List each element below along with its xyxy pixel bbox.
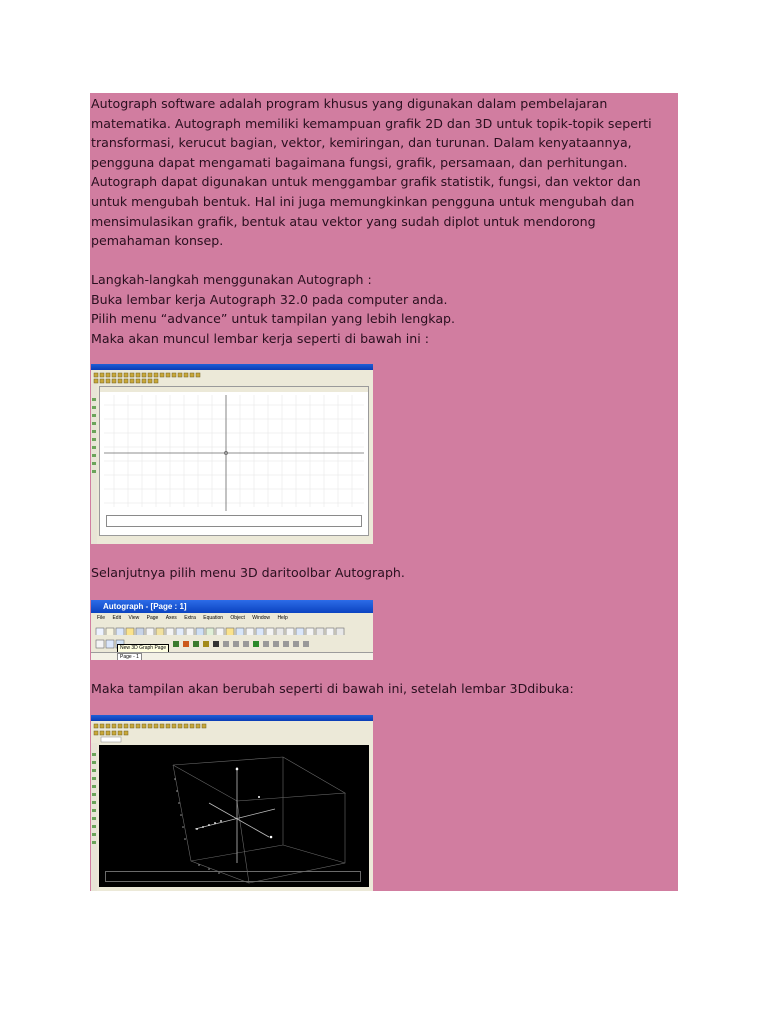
document-panel	[90, 93, 678, 891]
side-icons	[91, 384, 97, 504]
intro-line: mensimulasikan grafik, bentuk atau vektor yang sudah diplot untuk mendorong	[91, 213, 596, 229]
intro-line: pengguna dapat mengamati bagaimana fungsi, grafik, persamaan, dan perhitungan.	[91, 154, 628, 170]
toolbar-row-1	[91, 623, 373, 635]
intro-line: pemahaman konsep.	[91, 233, 224, 249]
cartesian-grid	[100, 387, 368, 535]
page-tab[interactable]: Page - 1	[117, 653, 142, 660]
intro-line: untuk mengubah bentuk. Hal ini juga memungkinkan pengguna untuk mengubah dan	[91, 193, 635, 209]
graph-page-3d[interactable]	[99, 745, 369, 887]
steps-heading: Langkah-langkah menggunakan Autograph :	[91, 272, 372, 287]
menu-object[interactable]: Object	[230, 615, 245, 621]
toolbar-icons	[91, 721, 373, 743]
step-2: Pilih menu “advance” untuk tampilan yang lebih lengkap.	[91, 311, 456, 327]
toolbar-strip	[91, 370, 373, 384]
step-1: Buka lembar kerja Autograph 32.0 pada computer anda.	[91, 291, 448, 307]
autograph-2d-screenshot	[91, 364, 373, 544]
menu-help[interactable]: Help	[277, 615, 288, 621]
intro-line: Autograph software adalah program khusus yang digunakan dalam pembelajaran	[91, 96, 608, 111]
final-step-text	[91, 679, 671, 699]
side-icons	[91, 743, 97, 883]
autograph-toolbar-screenshot	[91, 600, 373, 660]
left-tool-column	[91, 743, 97, 891]
autograph-3d-screenshot	[91, 715, 373, 891]
toolbar-icons	[91, 371, 373, 385]
menu-view[interactable]: View	[128, 615, 140, 621]
menu-axes[interactable]: Axes	[165, 615, 177, 621]
menu-extra[interactable]: Extra	[184, 615, 196, 621]
left-tool-column	[91, 384, 97, 544]
menu-window[interactable]: Window	[252, 615, 271, 621]
steps-block	[91, 270, 671, 348]
intro-paragraph	[91, 94, 671, 251]
graph-page-2d[interactable]	[99, 386, 369, 536]
step-3: Maka akan muncul lembar kerja seperti di bawah ini :	[91, 330, 430, 346]
status-input-box[interactable]	[105, 871, 361, 882]
next-step-line: Selanjutnya pilih menu 3D daritoolbar Autograph.	[91, 565, 405, 580]
status-input-box[interactable]	[106, 515, 362, 527]
toolbar-strip	[91, 721, 373, 743]
3d-axes-cube	[99, 745, 369, 887]
intro-line: matematika. Autograph memiliki kemampuan grafik 2D dan 3D untuk topik-topik seperti	[91, 115, 652, 131]
intro-line: transformasi, kerucut bagian, vektor, kemiringan, dan turunan. Dalam kenyataannya,	[91, 135, 632, 151]
menu-file[interactable]: File	[97, 615, 106, 621]
next-step-text	[91, 563, 671, 583]
final-step-line: Maka tampilan akan berubah seperti di bawah ini, setelah lembar 3Ddibuka:	[91, 681, 574, 696]
intro-line: Autograph dapat digunakan untuk menggambar grafik statistik, fungsi, dan vektor dan	[91, 174, 641, 190]
window-titlebar: Autograph - [Page : 1]	[91, 600, 373, 613]
menu-bar	[91, 613, 373, 623]
menu-page[interactable]: Page	[146, 615, 159, 621]
menu-edit[interactable]: Edit	[112, 615, 122, 621]
new-3d-page-tooltip: New 3D Graph Page	[117, 644, 169, 653]
menu-equation[interactable]: Equation	[203, 615, 224, 621]
page-tab-bar	[91, 652, 373, 660]
